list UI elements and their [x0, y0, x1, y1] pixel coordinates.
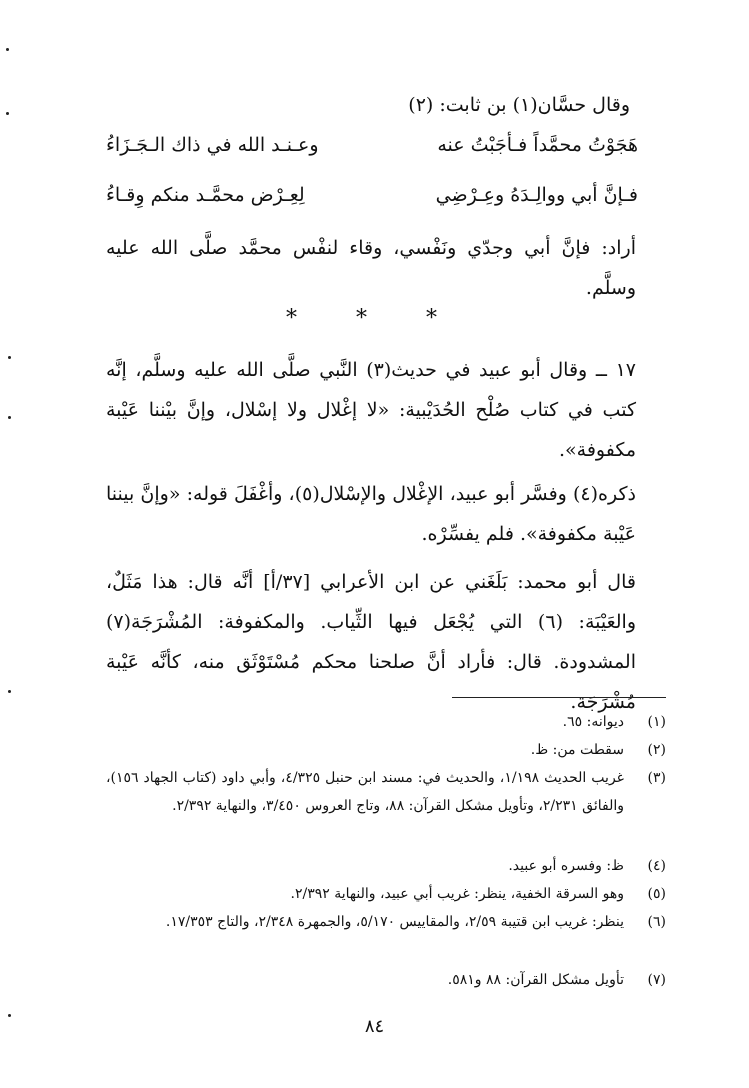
- paragraph-dhakarahu: ذكره(٤) وفسَّر أبو عبيد، الإغْلال والإسْلال(٥)، وأغْفَلَ قوله: «وإنَّ بيننا عَيْبة مكفوفة». فلم يفسِّرْه.: [106, 483, 636, 545]
- footnote-number: (٦): [647, 914, 666, 930]
- footnote: [106, 708, 666, 736]
- footnote-text: تأويل مشكل القرآن: ٨٨ و٥٨١.: [447, 972, 624, 988]
- footnote-text: غريب الحديث ١/١٩٨، والحديث في: مسند ابن حنبل ٤/٣٢٥، وأبي داود (كتاب الجهاد ١٥٦)، والفائق ٢/٢٣١، وتأويل مشكل القرآن: ٨٨، وتاج العروس ٣/٤٥٠، والنهاية ٢/٣٩٢.: [106, 770, 624, 814]
- paragraph-abu-muhammad: قال أبو محمد: بَلَغَني عن ابن الأعرابي [٣٧/أ] أنَّه قال: هذا مَثَلٌ، والعَيْبَة: (٦) التي يُجْعَل فيها الثِّياب. والمكفوفة: المُشْرَجَة(٧) المشدودة. قال: فأراد أنَّ صلحنا محكم مُسْتَوْثَق منه، كأنَّه عَيْبة مُشْرَجَة.: [106, 571, 637, 713]
- footnote: [106, 966, 666, 994]
- footnote-separator: [452, 697, 666, 698]
- scan-speck: [8, 356, 11, 359]
- footnote-text: سقطت من: ظ.: [530, 742, 624, 758]
- footnote: [106, 764, 666, 820]
- footnote: [106, 736, 666, 764]
- verse-hemistich: فـإنَّ أبي ووالِـدَهُ وعِـرْضِي: [435, 184, 638, 206]
- scan-speck: [6, 48, 9, 51]
- footnote-text: ديوانه: ٦٥.: [562, 714, 624, 730]
- verse-line-2: [106, 184, 638, 224]
- footnote-text: ينظر: غريب ابن قتيبة ٢/٥٩، والمقاييس ٥/١٧٠، والجمهرة ٢/٣٤٨، والتاج ١٧/٣٥٣.: [165, 914, 624, 930]
- scan-speck: [6, 112, 9, 115]
- footnote-number: (٧): [647, 972, 666, 988]
- footnote: [106, 908, 666, 936]
- footnote-text: وهو السرقة الخفية، ينظر: غريب أبي عبيد، والنهاية ٢/٣٩٢.: [290, 886, 624, 902]
- footnote-number: (٤): [647, 858, 666, 874]
- page-number: ٨٤: [364, 1016, 385, 1037]
- verse-hemistich: هَجَوْتُ محمَّداً فـأجَبْتُ عنه: [437, 134, 638, 156]
- footnote-text: ظ: وفسره أبو عبيد.: [508, 858, 624, 874]
- verse-explanation: أراد: فإنَّ أبي وجدّي ونَفْسي، وقاء لنفْس محمَّد صلَّى الله عليه وسلَّم.: [106, 237, 636, 299]
- intro-line: وقال حسَّان(١) بن ثابت: (٢): [408, 94, 630, 116]
- footnote-number: (٣): [647, 770, 666, 786]
- verse-hemistich: لِعِـرْض محمَّـد منكم وِقـاءُ: [106, 184, 305, 206]
- scan-speck: [8, 690, 11, 693]
- paragraph-17: ١٧ ــ وقال أبو عبيد في حديث(٣) النَّبي صلَّى الله عليه وسلَّم، إنَّه كتب في كتاب صُلْح الحُدَيْبية: «لا إغْلال ولا إسْلال، وإنَّ بيْننا عَيْبة مكفوفة».: [106, 359, 636, 461]
- footnote-number: (١): [647, 714, 666, 730]
- verse-hemistich: وعـنـد الله في ذاك الـجَـزَاءُ: [106, 134, 319, 156]
- footnote: [106, 852, 666, 880]
- footnote: [106, 880, 666, 908]
- footnote-number: (٥): [647, 886, 666, 902]
- verse-line-1: [106, 134, 638, 174]
- scan-speck: [8, 416, 11, 419]
- footnote-number: (٢): [647, 742, 666, 758]
- section-separator: * * *: [286, 306, 463, 331]
